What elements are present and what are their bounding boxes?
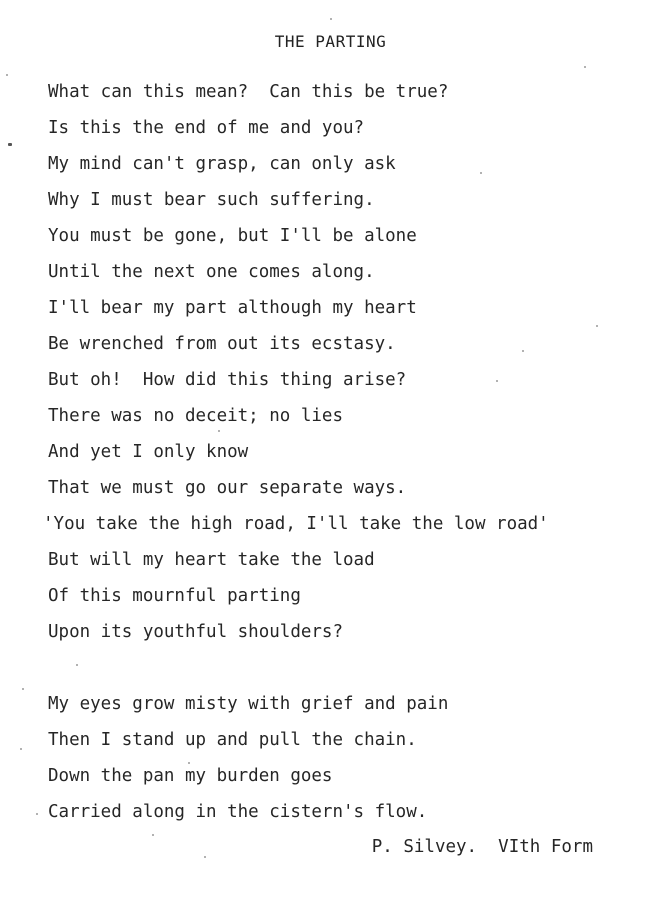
scan-speck	[330, 18, 332, 20]
poem-line: Is this the end of me and you?	[48, 118, 365, 138]
poem-line: Until the next one comes along.	[48, 262, 375, 282]
scan-speck	[496, 380, 498, 382]
stanza-1	[43, 79, 549, 655]
poem-line: Upon its youthful shoulders?	[48, 622, 344, 642]
scan-speck	[584, 66, 586, 68]
poem-line: My mind can't grasp, can only ask	[48, 154, 396, 174]
poem-line: Carried along in the cistern's flow.	[48, 802, 428, 822]
poem-line: Of this mournful parting	[48, 586, 301, 606]
poem-line: There was no deceit; no lies	[48, 406, 344, 426]
poem-line: Be wrenched from out its ecstasy.	[48, 334, 396, 354]
scan-speck	[152, 834, 154, 836]
scan-speck	[218, 430, 220, 432]
scan-speck	[596, 325, 598, 327]
poem-line: I'll bear my part although my heart	[48, 298, 417, 318]
scan-speck	[480, 172, 482, 174]
poem-line: Why I must bear such suffering.	[48, 190, 375, 210]
poem-line: 'You take the high road, I'll take the low road'	[43, 514, 549, 534]
poem-line: Down the pan my burden goes	[48, 766, 333, 786]
scan-speck	[36, 813, 38, 815]
scan-speck	[522, 350, 524, 352]
scan-speck	[76, 664, 78, 666]
scan-speck	[22, 688, 24, 690]
poem-line: But will my heart take the load	[48, 550, 375, 570]
poem-line: My eyes grow misty with grief and pain	[48, 694, 449, 714]
poem-line: What can this mean? Can this be true?	[48, 82, 449, 102]
poem-line: Then I stand up and pull the chain.	[48, 730, 417, 750]
scan-speck	[188, 762, 190, 764]
poem-line: That we must go our separate ways.	[48, 478, 407, 498]
poem-line: But oh! How did this thing arise?	[48, 370, 407, 390]
poem-line: And yet I only know	[48, 442, 249, 462]
poem-line: You must be gone, but I'll be alone	[48, 226, 417, 246]
scan-speck	[204, 856, 206, 858]
author-signature: P. Silvey. VIth Form	[371, 837, 593, 857]
poem-title: THE PARTING	[274, 32, 387, 51]
stanza-2	[48, 691, 448, 835]
scan-speck	[20, 748, 22, 750]
scan-speck	[8, 143, 12, 146]
scan-speck	[6, 74, 8, 76]
